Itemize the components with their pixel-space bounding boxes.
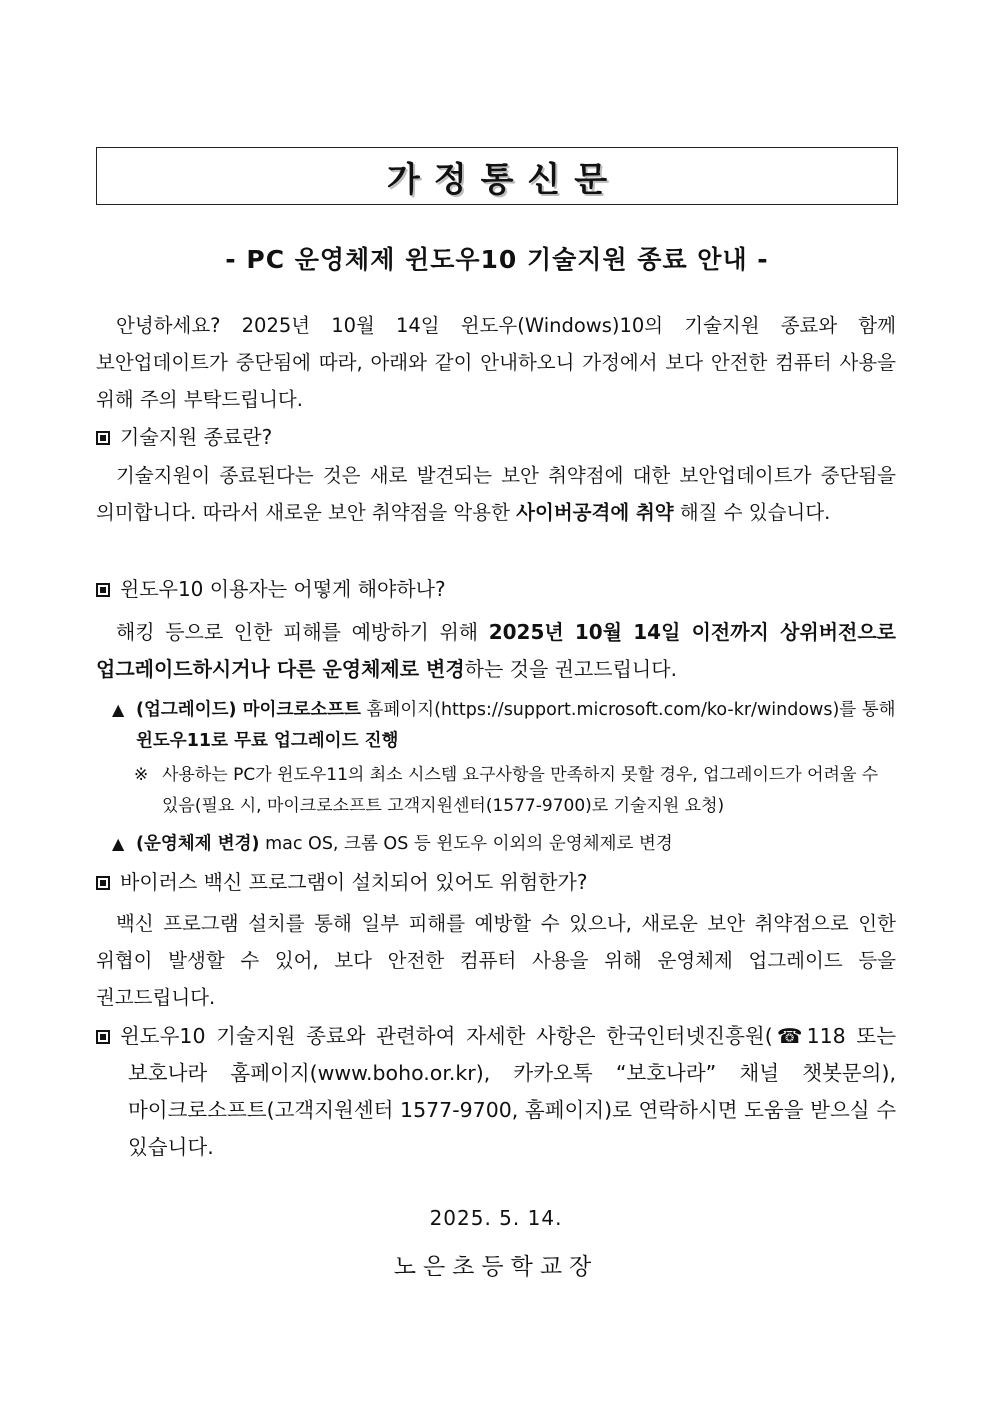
section3-heading: [96, 864, 896, 900]
document-subtitle: - PC 운영체제 윈도우10 기술지원 종료 안내 -: [225, 245, 769, 274]
square-bullet-icon: [96, 876, 110, 890]
contact-text: 윈도우10 기술지원 종료와 관련하여 자세한 사항은 한국인터넷진흥원(☎118 또는 보호나라 홈페이지(www.boho.or.kr), 카카오톡 “보호나라” 채널 챗봇문의), 마이크로소프트(고객지원센터 1577-9700, 홈페이지)로 연락하시면 도움을 받으실 수 있습니다.: [120, 1024, 896, 1159]
document-date: 2025. 5. 14.: [429, 1206, 563, 1230]
triangle-bullet-icon: ▲: [112, 834, 125, 853]
title-box: [96, 147, 898, 205]
section1-heading: [96, 419, 896, 455]
section2-paragraph: [96, 614, 896, 688]
upgrade-item-bold1: (업그레이드) 마이크로소프트: [136, 700, 361, 720]
square-bullet-icon: [96, 1030, 110, 1044]
os-change-item-bold: (운영체제 변경): [136, 834, 260, 854]
upgrade-item-text: 홈페이지(https://support.microsoft.com/ko-kr/windows)를 통해: [360, 700, 896, 720]
section3-paragraph: [96, 905, 896, 1016]
reference-mark-icon: ※: [134, 765, 149, 785]
square-bullet-icon: [96, 583, 110, 597]
intro-paragraph: [96, 307, 896, 418]
section2-text-b: 하는 것을 권고드립니다.: [464, 657, 677, 681]
section1-text-bold: 사이버공격에 취약: [516, 501, 674, 524]
section2-heading-text: 윈도우10 이용자는 어떻게 해야하나?: [120, 577, 446, 601]
upgrade-item: [112, 694, 898, 757]
document-title: 가정통신문: [386, 159, 622, 200]
square-bullet-icon: [96, 431, 110, 445]
section1-paragraph: [96, 457, 896, 531]
section2-text-bold: 2025년 10월 14일 이전까지 상위버전으로 업그레이드하시거나 다른 운영체제로 변경: [96, 620, 896, 681]
section1-heading-text: 기술지원 종료란?: [120, 425, 273, 449]
upgrade-note: [134, 760, 898, 822]
os-change-item-text: mac OS, 크롬 OS 등 윈도우 이외의 운영체제로 변경: [259, 834, 673, 854]
school-principal: 노은초등학교장: [393, 1254, 599, 1280]
contact-paragraph: [96, 1018, 896, 1166]
section3-text: 백신 프로그램 설치를 통해 일부 피해를 예방할 수 있으나, 새로운 보안 취약점으로 인한 위협이 발생할 수 있어, 보다 안전한 컴퓨터 사용을 위해 운영체제 업그레이드 등을 권고드립니다.: [96, 912, 896, 1009]
upgrade-note-text: 사용하는 PC가 윈도우11의 최소 시스템 요구사항을 만족하지 못할 경우, 업그레이드가 어려울 수 있음(필요 시, 마이크로소프트 고객지원센터(1577-9700)로 기술지원 요청): [162, 765, 879, 816]
section1-text-b: 해질 수 있습니다.: [673, 501, 831, 524]
os-change-item: [112, 828, 898, 860]
upgrade-item-bold2: 윈도우11로 무료 업그레이드 진행: [136, 731, 399, 751]
triangle-bullet-icon: ▲: [112, 700, 125, 719]
section1-text-a: 기술지원이 종료된다는 것은 새로 발견되는 보안 취약점에 대한 보안업데이트가 중단됨을 의미합니다. 따라서 새로운 보안 취약점을 악용한: [96, 464, 896, 524]
intro-text: 안녕하세요? 2025년 10월 14일 윈도우(Windows)10의 기술지원 종료와 함께 보안업데이트가 중단됨에 따라, 아래와 같이 안내하오니 가정에서 보다 안전한 컴퓨터 사용을 위해 주의 부탁드립니다.: [96, 314, 896, 411]
section2-text-a: 해킹 등으로 인한 피해를 예방하기 위해: [116, 620, 489, 644]
section3-heading-text: 바이러스 백신 프로그램이 설치되어 있어도 위험한가?: [120, 870, 588, 894]
section2-heading: [96, 571, 896, 607]
